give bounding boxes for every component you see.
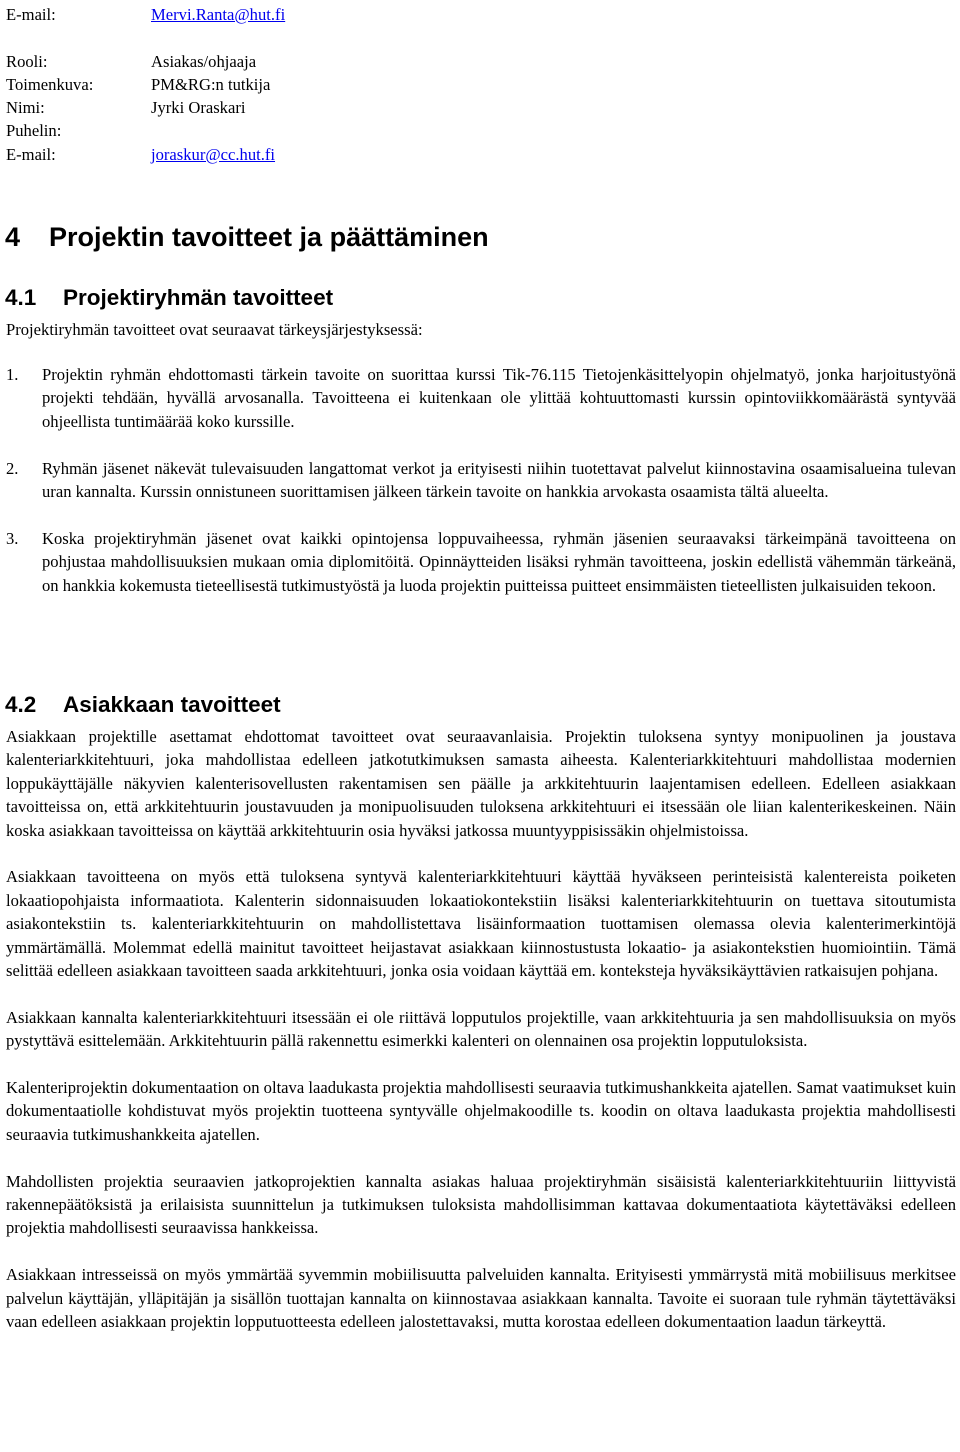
list-item (6, 527, 956, 597)
list-item-number: 3. (6, 528, 19, 548)
paragraph: Asiakkaan tavoitteena on myös että tuloksena syntyvä kalenteriarkkitehtuuri käyttää hyväkseen perinteisistä kalentereista poiketen lokaatiopohjaista informaatiota. Kalenterin sidonnaisuuden lokaatiokontekstiin lisäksi kalenteriarkkitehtuurin on tuettava sitoutumista asiakontekstiin ts. kalenteriarkkitehtuurin on mahdollistettava lisäinformaation tuottamisen olemassa olevia kalenterimerkintöjä ymmärtämällä. Molemmat edellä mainitut tavoitteet heijastavat asiakkaan kiinnostustusta lokaatio- ja asiakontekstien huomiointiin. Tämä selittää edelleen asiakkaan tavoitteen saada arkkitehtuuri, jonka osia voidaan käyttää em. konteksteja hyväksikäyttävien ratkaisujen pohjana. (6, 867, 956, 981)
contact-label: E-mail: (6, 144, 56, 164)
contact-row-role (6, 50, 285, 73)
contact-block (6, 3, 285, 166)
section-title: Asiakkaan tavoitteet (63, 692, 281, 717)
chapter-heading (5, 222, 489, 252)
contact-label: E-mail: (6, 5, 56, 24)
paragraph: Mahdollisten projektia seuraavien jatkoprojektien kannalta asiakas haluaa projektiryhmän sisäisistä kalenteriarkkitehtuuriin liittyvistä rakennepäätöksistä ja erilaisista suunnittelun ja tutkimuksen tuloksista mahdollisimman kattavaa dokumentaatiota käytettäväksi edelleen projektia mahdollisesti seuraavissa hankkeissa. (6, 1171, 956, 1238)
paragraph: Kalenteriprojektin dokumentaation on oltava laadukasta projektia mahdollisesti seuraavia tutkimushankkeita ajatellen. Samat vaatimukset kuin dokumentaatiolle kohdistuvat myös projektin tuotteena syntyvälle ohjelmakoodille ts. koodin on oltava laadukasta projektia mahdollisesti seuraavia tutkimushankkeita ajatellen. (6, 1078, 956, 1144)
email-link-jyrki[interactable]: joraskur@cc.hut.fi (151, 144, 276, 164)
chapter-number: 4 (5, 222, 21, 252)
contact-label: Nimi: (6, 98, 45, 118)
contact-row-email-2 (6, 143, 285, 166)
paragraph: Asiakkaan projektille asettamat ehdottomat tavoitteet ovat seuraavanlaisia. Projektin tuloksena syntyy monipuolinen ja joustava kalenteriarkkitehtuuri, joka mahdollistaa edelleen jatkotutkimuksen samasta aiheesta. Kalenteriarkkitehtuuri mahdollistaa modernien loppukäyttäjälle näkyvien kalenterisovellusten rakentamisen sen päälle ja arkkitehtuurin laajentamisen edelleen. Edelleen asiakkaan tavoitteissa on, että arkkitehtuurin joustavuuden ja monipuolisuuden tuloksena arkkitehtuuri ei itsessään ole liian kalenterikeskeinen. Näin koska asiakkaan tavoitteissa on käyttää arkkitehtuurin osia hyväksi jatkossa muuntyyppisissäkin ohjelmistoissa. (6, 727, 956, 840)
list-item-number: 2. (6, 458, 19, 478)
section-body (6, 725, 956, 1357)
list-item (6, 363, 956, 433)
section-number: 4.2 (5, 692, 37, 717)
list-item (6, 457, 956, 504)
contact-row-email-1 (6, 3, 285, 26)
contact-label: Rooli: (6, 51, 48, 71)
contact-value: PM&RG:n tutkija (151, 74, 271, 94)
contact-value: Jyrki Oraskari (151, 98, 246, 118)
list-item-text: Ryhmän jäsenet näkevät tulevaisuuden langattomat verkot ja erityisesti niihin tuotettavat palvelut kiinnostavina osaamisalueina tulevan uran kannalta. Kurssin onnistuneen suorittamisen jälkeen tärkein tavoite on hankkia arvokasta osaamista tältä alueelta. (42, 458, 956, 502)
contact-label: Puhelin: (6, 121, 62, 141)
section-number: 4.1 (5, 285, 37, 310)
list-item-text: Projektin ryhmän ehdottomasti tärkein tavoite on suorittaa kurssi Tik-76.115 Tietojenkäsittelyopin ohjelmatyö, jonka harjoitustyönä projekti tehdään, hyvällä arvosanalla. Tavoitteena ei kuitenkaan ole ylittää kohtuuttomasti kurssin opintoviikkomäärästä syntyvää ohjeellista tuntimäärää koko kurssille. (42, 365, 956, 431)
paragraph: Asiakkaan kannalta kalenteriarkkitehtuuri itsessään ei ole riittävä lopputulos projektille, vaan arkkitehtuuria ja sen mahdollisuuksia on myös pystyttävä esittelemään. Arkkitehtuurin pällä rakennettu esimerkki kalenteri on olennainen osa projektin lopputuloksista. (6, 1007, 956, 1051)
section-intro: Projektiryhmän tavoitteet ovat seuraavat tärkeysjärjestyksessä: (6, 320, 423, 339)
chapter-title: Projektin tavoitteet ja päättäminen (49, 222, 489, 252)
email-link-mervi[interactable]: Mervi.Ranta@hut.fi (151, 5, 286, 24)
list-item-text: Koska projektiryhmän jäsenet ovat kaikki opintojensa loppuvaiheessa, ryhmän jäsenien seuraavaksi tärkeimpänä tavoitteena on pohjustaa mahdollisuuksien mukaan omia diplomitöitä. Opinnäytteiden lisäksi ryhmän tavoitteena, joskin edellistä vähemmän tärkeänä, on hankkia kokemusta tieteellisestä tutkimustyöstä ja luoda projektin puitteissa puitteet ensimmäisten tieteellisten julkaisuiden tekoon. (42, 528, 956, 595)
contact-value: Asiakas/ohjaaja (151, 51, 257, 71)
list-item-number: 1. (6, 365, 19, 384)
section-heading-4-2 (5, 692, 281, 718)
section-title: Projektiryhmän tavoitteet (63, 285, 334, 310)
contact-row-title (6, 73, 285, 96)
contact-row-name (6, 96, 285, 119)
goals-list (6, 363, 956, 620)
paragraph: Asiakkaan intresseissä on myös ymmärtää syvemmin mobiilisuutta palveluiden kannalta. Erityisesti ymmärrystä mitä mobiilisuus merkitsee palvelun käyttäjän, ylläpitäjän ja sisällön tuottajan kannalta on kiinnostavaa asiakkaan kannalta. Tavoite ei suoraan tule ryhmän täytettäväksi vaan edelleen asiakkaan projektin lopputuotteesta edelleen jalostettavaksi, mutta korostaa edelleen dokumentaation laadun tärkeyttä. (6, 1265, 956, 1332)
contact-label: Toimenkuva: (6, 74, 94, 94)
contact-row-phone (6, 119, 285, 142)
section-heading-4-1 (5, 285, 333, 311)
